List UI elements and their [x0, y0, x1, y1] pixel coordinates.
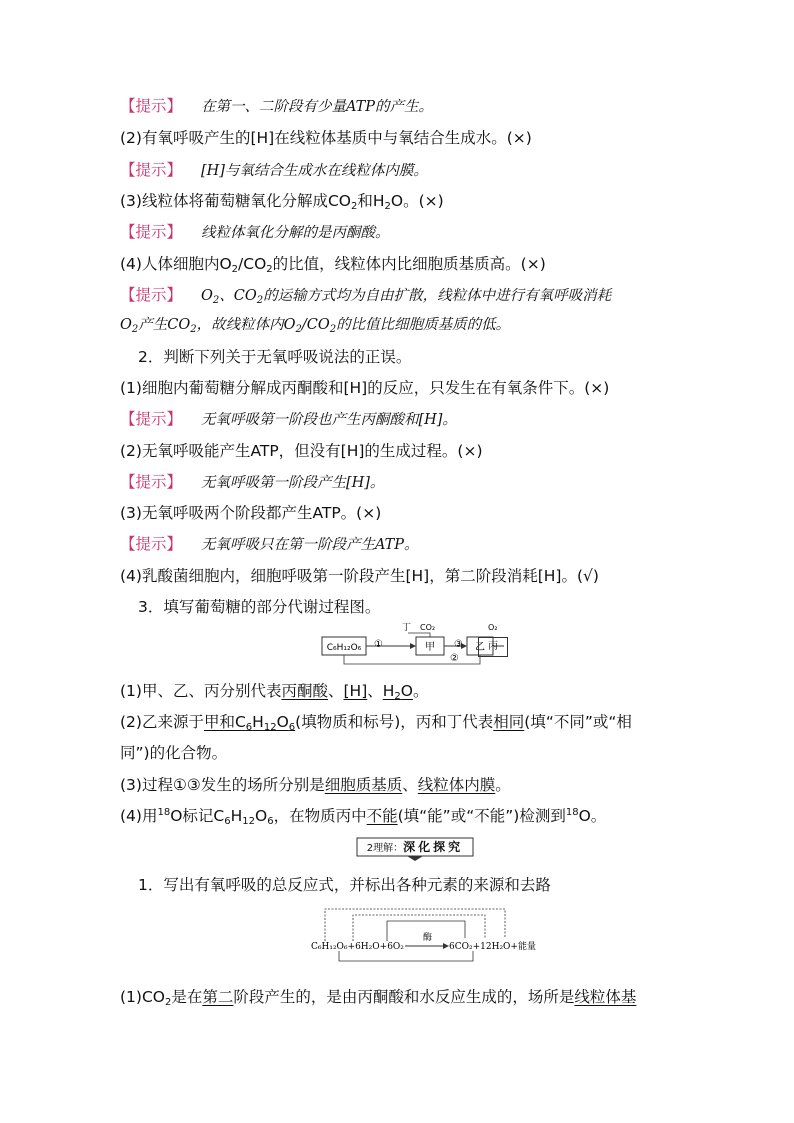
statement-line: (4)乳酸菌细胞内，细胞呼吸第一阶段产生[H]，第二阶段消耗[H]。(√)	[120, 567, 599, 585]
hint-label: 【提示】	[120, 535, 183, 553]
text: 、	[367, 682, 383, 700]
glucose-label: C₆H₁₂O₆	[326, 643, 362, 653]
text: O。(×)	[390, 192, 444, 210]
hint-label: 【提示】	[120, 473, 183, 491]
hint-line-2	[120, 159, 680, 182]
subscript: 2	[295, 324, 302, 335]
hint-text-continued	[120, 314, 680, 336]
answer	[204, 713, 295, 731]
hint-label: 【提示】	[120, 286, 183, 304]
text: (1)CO	[120, 988, 165, 1006]
hint-label: 【提示】	[120, 161, 183, 179]
step1-label: ①	[374, 639, 383, 650]
text: O标记C	[170, 807, 225, 825]
statement-line: (2)无氧呼吸能产生ATP，但没有[H]的生成过程。(×)	[120, 442, 483, 460]
section-separator: ：	[393, 843, 404, 854]
text: ，故线粒体内O	[196, 317, 296, 333]
o2-label: O₂	[488, 623, 498, 632]
trace-line	[339, 951, 473, 961]
enzyme-label: 酶	[423, 933, 433, 943]
hint-line-5	[120, 408, 680, 431]
hint-text	[201, 288, 611, 304]
subscript: 2	[131, 324, 139, 335]
text: (填物质和标号)，丙和丁代表	[295, 713, 494, 731]
box-yi-label: 乙	[475, 642, 485, 653]
text: ，在物质丙中	[273, 807, 367, 825]
question-heading: 1．写出有氧呼吸的总反应式，并标出各种元素的来源和去路	[138, 876, 551, 894]
text: 、	[402, 776, 418, 794]
text: (填“能”或“不能”)检测到	[397, 807, 566, 825]
hint-text: 线粒体氧化分解的是丙酮酸。	[200, 225, 390, 241]
statement-line: (2)有氧呼吸产生的[H]在线粒体基质中与氧结合生成水。(×)	[120, 129, 532, 147]
trace-line	[325, 909, 505, 941]
text: 。	[413, 682, 429, 700]
text: O	[400, 682, 413, 700]
section-number: 2理解	[366, 843, 394, 854]
hint-text: 在第一、二阶段有少量ATP的产生。	[200, 99, 434, 115]
box-jia-label: 甲	[425, 642, 435, 653]
ding-line	[408, 633, 430, 637]
subscript: 2	[350, 201, 358, 212]
text: (4)用	[120, 807, 158, 825]
text: 和H	[357, 192, 385, 210]
answer-line	[120, 711, 680, 733]
text: 、	[327, 682, 344, 700]
text: (3)线粒体将葡萄糖氧化分解成CO	[120, 192, 351, 210]
text: (2)乙来源于	[120, 713, 204, 731]
hint-line-4	[120, 284, 680, 307]
answer: 丙酮酸	[281, 682, 328, 700]
hint-line-7	[120, 533, 680, 556]
answer: 第二	[202, 988, 234, 1006]
text: 阶段产生的，是由丙酮酸和水反应生成的，场所是	[233, 988, 575, 1006]
answer-line	[120, 986, 680, 1008]
statement-line: (3)无氧呼吸两个阶段都产生ATP。(×)	[120, 504, 382, 522]
section-title: 深化探究	[403, 840, 464, 854]
ding-label: 丁	[402, 623, 412, 633]
text: (1)甲、乙、丙分别代表	[120, 682, 282, 700]
subscript: 2	[329, 324, 337, 335]
text: H	[252, 713, 264, 731]
equation-left: C₆H₁₂O₆+6H₂O+6O₂	[311, 942, 404, 952]
hint-text: [H]与氧结合生成水在线粒体内膜。	[200, 163, 428, 179]
question-heading: 2．判断下列关于无氧呼吸说法的正误。	[138, 348, 412, 366]
superscript: 18	[565, 807, 579, 818]
answer	[383, 682, 413, 700]
text: 是在	[171, 988, 203, 1006]
co2-label: CO₂	[420, 623, 436, 632]
text: O。	[578, 807, 607, 825]
text: 产生CO	[138, 317, 191, 333]
answer: 线粒体内膜	[417, 776, 496, 794]
text: (4)人体细胞内O	[120, 255, 232, 273]
text: O	[255, 807, 268, 825]
answer: 不能	[366, 807, 398, 825]
subscript: 2	[190, 324, 197, 335]
text: 的比值比细胞质基质的低。	[336, 317, 511, 333]
answer: [H]	[343, 682, 368, 700]
arrowhead	[410, 643, 416, 649]
text: 、CO	[219, 288, 257, 304]
step2-label: ②	[450, 653, 459, 664]
answer-line	[120, 680, 680, 702]
subscript: 2	[394, 691, 401, 702]
equation-right: 6CO₂+12H₂O+能量	[449, 942, 536, 952]
statement-line	[120, 253, 680, 275]
subscript: 6	[288, 722, 296, 733]
text: O	[276, 713, 289, 731]
subscript: 2	[256, 295, 264, 306]
subscript: 12	[242, 816, 255, 827]
hint-line-1	[120, 95, 680, 118]
section-header	[355, 836, 475, 862]
hint-text: 无氧呼吸只在第一阶段产生ATP。	[200, 537, 419, 553]
text: 。	[495, 776, 511, 794]
answer-line	[120, 805, 680, 827]
hint-text: 无氧呼吸第一阶段也产生丙酮酸和[H]。	[200, 412, 457, 428]
hint-line-3	[120, 221, 680, 244]
text: 甲和C	[203, 713, 246, 731]
text: O	[200, 288, 213, 304]
hint-line-6	[120, 471, 680, 494]
subscript: 6	[224, 816, 231, 827]
answer: 线粒体基	[574, 988, 637, 1006]
subscript: 2	[384, 201, 391, 212]
text: (填“不同”或“相	[524, 713, 632, 731]
step3-label: ③	[454, 639, 463, 650]
text: 的运输方式均为自由扩散，线粒体中进行有氧呼吸消耗	[263, 288, 612, 304]
text: (3)过程①③发生的场所分别是	[120, 776, 325, 794]
question-heading: 3．填写葡萄糖的部分代谢过程图。	[138, 598, 381, 616]
text: O	[120, 317, 132, 333]
superscript: 18	[157, 807, 171, 818]
section-title-row	[355, 838, 475, 858]
text: 的比值，线粒体内比细胞质基质高。(×)	[272, 255, 546, 273]
bypass-line	[344, 655, 480, 664]
hint-text: 无氧呼吸第一阶段产生[H]。	[200, 475, 385, 491]
subscript: 2	[266, 264, 273, 275]
text: H	[382, 682, 395, 700]
subscript: 6	[245, 722, 253, 733]
statement-line	[120, 190, 680, 212]
answer: 细胞质基质	[324, 776, 403, 794]
box-bing: 丙	[478, 637, 508, 657]
aerobic-equation-diagram	[305, 905, 536, 965]
text: H	[230, 807, 243, 825]
subscript: 2	[212, 295, 220, 306]
subscript: 2	[231, 264, 239, 275]
answer-line-continued: 同”)的化合物。	[120, 744, 228, 762]
text: /CO	[301, 317, 330, 333]
subscript: 12	[263, 722, 277, 733]
hint-label: 【提示】	[120, 410, 183, 428]
answer-line	[120, 774, 680, 796]
statement-line: (1)细胞内葡萄糖分解成丙酮酸和[H]的反应，只发生在有氧条件下。(×)	[120, 379, 610, 397]
answer: 相同	[493, 713, 525, 731]
subscript: 2	[164, 997, 172, 1008]
subscript: 6	[267, 816, 274, 827]
text: /CO	[238, 255, 267, 273]
hint-label: 【提示】	[120, 223, 183, 241]
hint-label: 【提示】	[120, 97, 183, 115]
